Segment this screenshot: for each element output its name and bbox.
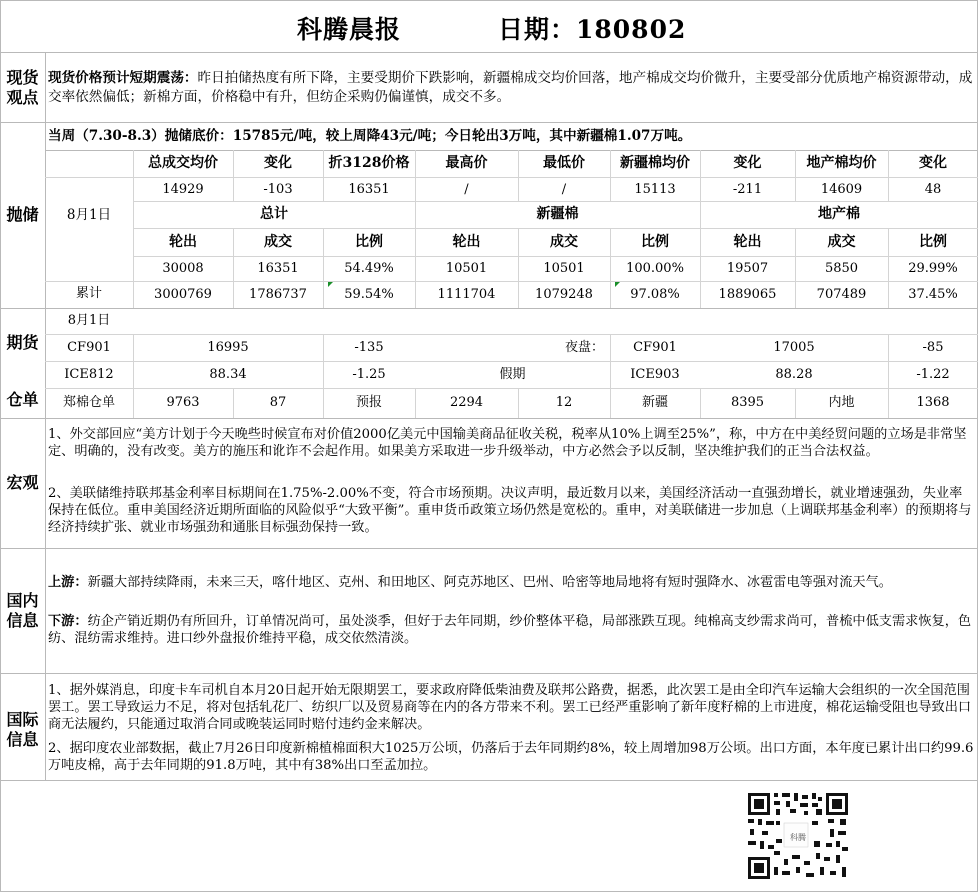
futures-contract: CF901 [67, 340, 111, 355]
sub-header: 轮出 [169, 234, 197, 250]
price-value: / [464, 182, 469, 197]
qr-center-text: 科腾 [790, 833, 806, 842]
sub-header: 比例 [641, 234, 669, 250]
price-value: 15113 [634, 182, 676, 197]
comment-marker-icon [615, 282, 620, 287]
price-value: / [561, 182, 567, 197]
section-warrant-label: 仓单 [6, 390, 39, 409]
warrant-cell: 12 [555, 395, 573, 410]
downstream-label: 下游： [48, 614, 88, 629]
upstream-label: 上游： [48, 575, 88, 590]
price-header: 最低价 [543, 155, 585, 171]
price-header: 变化 [919, 155, 947, 171]
sub-header: 比例 [355, 234, 383, 250]
domestic-downstream: 下游：纺企产销近期仍有所回升，订单情况尚可，虽处淡季，但好于去年同期，纱价整体平稳，局部涨跌互现。纯棉高支纱需求尚可，普梳中低支需求恢复，色纺、混纺需求维持。进口纱外盘报价维持平稳，成交依然清淡。 [48, 614, 972, 646]
macro-item: 2、美联储维持联邦基金利率目标期间在1.75%-2.00%不变，符合市场预期。决议声明，最近数月以来，美国经济活动一直强劲增长，就业增速强劲，失业率保持在低位。重申美国经济近期所面临的风险似乎“大致平衡”。重申货币政策立场仍然是宽松的。重申，对美联储进一步加息（上调联邦基金利率）的预期将与经济持续扩张、就业市场强劲和通胀目标强劲保持一致。 [48, 486, 972, 535]
futures-date: 8月1日 [67, 313, 111, 328]
group-header-local: 地产棉 [818, 206, 860, 222]
group-header-total: 总计 [260, 206, 288, 222]
warrant-cell: 8395 [730, 395, 765, 410]
warrant-cell: 2294 [449, 395, 484, 410]
futures-change: -1.25 [352, 367, 386, 382]
sub-header: 成交 [264, 234, 292, 250]
price-value: 48 [924, 182, 942, 197]
sub-header: 成交 [827, 234, 856, 250]
section-domestic-label: 国内信息 [6, 591, 39, 630]
cumulative-label: 累计 [75, 286, 102, 301]
today-value: 10501 [445, 261, 488, 276]
futures-contract: CF901 [633, 340, 677, 355]
warrant-cell: 内地 [828, 395, 855, 410]
cumulative-value: 37.45% [908, 287, 958, 302]
futures-change: -135 [354, 340, 384, 355]
spot-paragraph [48, 69, 974, 107]
macro-item: 1、外交部回应“美方计划于今天晚些时候宣布对价值2000亿美元中国输美商品征收关税，税率从10%上调至25%”，称，中方在中美经贸问题的立场是非常坚定、明确的，没有改变。美方的施压和讹诈不会起作用。如果美方采取进一步升级举动，中方必然会予以反制，坚决维护我们的正当合法权益。 [48, 427, 967, 459]
price-header: 总成交均价 [148, 155, 218, 171]
spot-body: 昨日拍储热度有所下降，主要受期价下跌影响，新疆棉成交均价回落，地产棉成交均价微升，主要受部分优质地产棉资源带动，成交率依然偏低；新棉方面，价格稳中有升，但纺企采购仍偏谨慎，成交不多。 [48, 70, 973, 105]
today-value: 30008 [162, 261, 204, 276]
futures-price: 88.28 [775, 367, 813, 382]
intl-item: 2、据印度农业部数据，截止7月26日印度新棉植棉面积大1025万公顷，仍落后于去年同期约8%，较上周增加98万公顷。出口方面，本年度已累计出口约99.6万吨皮棉，高于去年同期的91.8万吨，其中有38%出口至孟加拉。 [48, 741, 974, 773]
price-header: 变化 [264, 155, 292, 171]
warrant-cell: 87 [269, 395, 287, 410]
comment-marker-icon [328, 282, 333, 287]
section-macro-label: 宏观 [6, 473, 39, 492]
futures-price: 88.34 [209, 367, 247, 382]
futures-contract: ICE903 [630, 367, 680, 382]
price-value: 14609 [820, 182, 863, 197]
today-value: 19507 [726, 261, 769, 276]
futures-change: -85 [922, 340, 944, 355]
warrant-cell: 新疆 [641, 395, 668, 410]
section-futures-label: 期货 [6, 333, 39, 352]
futures-price: 17005 [773, 340, 815, 355]
sub-header: 轮出 [733, 234, 762, 250]
sub-header: 轮出 [452, 234, 481, 250]
price-value: 16351 [348, 182, 390, 197]
today-value: 54.49% [344, 261, 394, 276]
futures-change: -1.22 [916, 367, 950, 382]
cumulative-value: 1786737 [249, 287, 307, 302]
section-intl-label: 国际信息 [6, 710, 39, 749]
today-value: 10501 [543, 261, 585, 276]
storage-date: 8月1日 [66, 207, 112, 223]
today-value: 29.99% [908, 261, 958, 276]
cumulative-value: 1889065 [718, 287, 777, 302]
domestic-upstream: 上游：新疆大部持续降雨，未来三天，喀什地区、克州、和田地区、阿克苏地区、巴州、哈密等地局地将有短时强降水、冰雹雷电等强对流天气。 [48, 575, 892, 590]
intl-item: 1、据外媒消息，印度卡车司机自本月20日起开始无限期罢工，要求政府降低柴油费及联邦公路费，据悉，此次罢工是由全印汽车运输大会组织的一次全国范围罢工。罢工导致运力不足，将对包括轧花厂、纺织厂以及贸易商等在内的各方带来不利。罢工已经严重影响了新年度籽棉的上市进度，棉花运输受阻也导致出口商无法履约，只能通过取消合同或晚装运同时赔付违约金来解决。 [48, 683, 972, 732]
report-title: 科腾晨报 [297, 15, 402, 44]
futures-contract: ICE812 [64, 367, 114, 382]
sub-header: 比例 [919, 234, 947, 250]
price-header: 新疆棉均价 [620, 155, 690, 171]
sub-header: 成交 [550, 234, 578, 250]
cumulative-value: 1079248 [535, 287, 593, 302]
warrant-cell: 1368 [916, 395, 950, 410]
today-value: 16351 [257, 261, 299, 276]
warrant-cell: 9763 [166, 395, 200, 410]
price-header: 地产棉均价 [806, 155, 877, 171]
cumulative-value: 59.54% [344, 287, 394, 302]
price-header: 变化 [733, 155, 762, 171]
cumulative-value: 1111704 [437, 287, 496, 302]
group-header-xinjiang: 新疆棉 [536, 206, 579, 222]
spot-lead: 现货价格预计短期震荡： [48, 70, 198, 86]
today-value: 5850 [824, 261, 859, 276]
cumulative-value: 97.08% [630, 287, 680, 302]
night-session-label: 夜盘： [564, 340, 604, 355]
today-value: 100.00% [626, 261, 684, 276]
warrant-cell: 郑棉仓单 [62, 395, 115, 410]
futures-price: 16995 [207, 340, 249, 355]
price-header: 最高价 [445, 155, 488, 171]
report-date: 日期：180802 [498, 15, 687, 44]
price-value: 14929 [162, 182, 204, 197]
price-value: -211 [732, 182, 763, 197]
holiday-label: 假期 [499, 367, 526, 382]
section-storage-label: 抛储 [6, 205, 39, 224]
storage-summary: 当周（7.30-8.3）抛储底价：15785元/吨，较上周降43元/吨；今日轮出3万吨，其中新疆棉1.07万吨。 [48, 128, 692, 144]
section-spot-label: 现货观点 [6, 68, 39, 107]
price-value: -103 [263, 182, 293, 197]
warrant-cell: 预报 [355, 395, 382, 410]
price-header: 折3128价格 [328, 155, 410, 171]
cumulative-value: 707489 [816, 287, 867, 302]
cumulative-value: 3000769 [154, 287, 212, 302]
